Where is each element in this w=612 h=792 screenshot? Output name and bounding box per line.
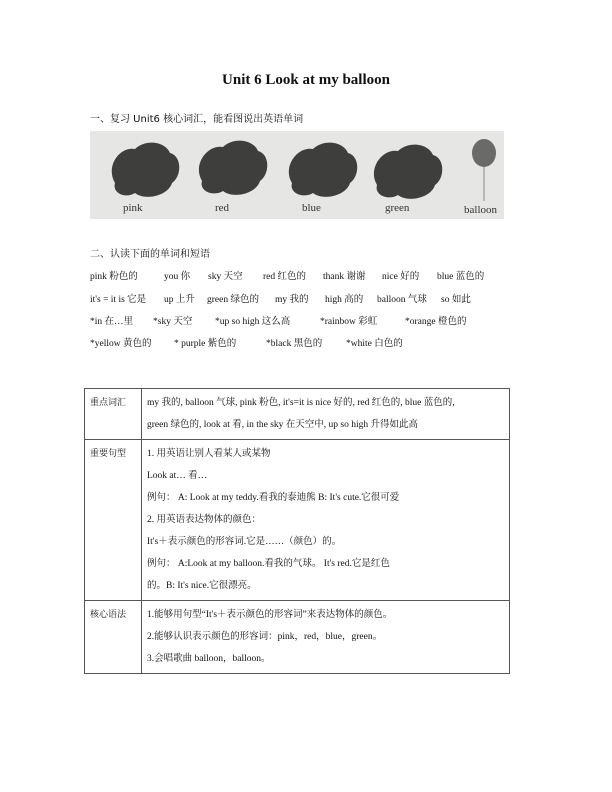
vocab-item: *in 在…里: [90, 317, 134, 327]
vocab-item: *black 黑色的: [266, 339, 323, 349]
content-line: 例句： A: Look at my teddy.看我的泰迪熊 B: It's cute.它很可爱: [147, 493, 400, 503]
caption-pink: pink: [123, 202, 143, 214]
blob-illustrations: [90, 131, 504, 219]
vocab-item: *orange 橙色的: [405, 317, 467, 327]
table-row: [85, 389, 510, 440]
blob-blue: [289, 143, 357, 197]
vocab-item: thank 谢谢: [323, 272, 366, 282]
content-line: 2.能够认识表示颜色的形容词：pink，red，blue，green。: [147, 632, 383, 642]
content-line: 1.能够用句型“It's＋表示颜色的形容词”来表达物体的颜色。: [147, 610, 393, 620]
vocab-item: *sky 天空: [153, 317, 193, 327]
content-line: 3.会唱歌曲 balloon，balloon。: [147, 654, 271, 664]
content-line: 1. 用英语让别人看某人或某物: [147, 449, 271, 459]
content-line: It's＋表示颜色的形容词.它是……（颜色）的。: [147, 537, 342, 547]
blob-green: [374, 145, 442, 199]
section2-heading: 二、认读下面的单词和短语: [90, 249, 210, 260]
vocab-item: up 上升: [164, 295, 195, 305]
table-row: [85, 601, 510, 674]
row-content: [142, 440, 510, 601]
blob-pink: [112, 143, 180, 197]
vocab-item: so 如此: [441, 295, 471, 305]
vocab-item: my 我的: [275, 295, 309, 305]
row-content: [142, 601, 510, 674]
vocab-item: red 红色的: [263, 272, 307, 282]
caption-green: green: [385, 202, 410, 214]
vocab-item: nice 好的: [382, 272, 420, 282]
content-line: 2. 用英语表达物体的颜色：: [147, 515, 262, 525]
row-header: 核心语法: [85, 601, 142, 674]
content-line: 的。B: It's nice.它很漂亮。: [147, 581, 257, 591]
caption-balloon: balloon: [464, 204, 497, 216]
page-title: Unit 6 Look at my balloon: [222, 72, 390, 88]
vocab-item: you 你: [164, 272, 191, 282]
vocab-item: *rainbow 彩虹: [320, 317, 378, 327]
vocab-item: *up so high 这么高: [215, 317, 291, 327]
vocab-item: pink 粉色的: [90, 272, 138, 282]
vocab-item: high 高的: [325, 295, 364, 305]
vocab-item: balloon 气球: [377, 295, 427, 305]
content-line: Look at… 看…: [147, 471, 208, 481]
blob-red: [199, 141, 267, 195]
summary-table: [84, 388, 510, 674]
vocab-item: *yellow 黄色的: [90, 339, 152, 349]
section1-heading: 一、复习 Unit6 核心词汇，能看图说出英语单词: [90, 114, 304, 125]
vocab-item: green 绿色的: [207, 295, 259, 305]
row-header: 重点词汇: [85, 389, 142, 440]
content-line: 例句： A:Look at my balloon.看我的气球。 It's red.它是红色: [147, 559, 390, 569]
table-row: [85, 440, 510, 601]
vocab-item: sky 天空: [208, 272, 243, 282]
vocab-item: it's = it is 它是: [90, 295, 147, 305]
content-line: my 我的, balloon 气球, pink 粉色, it's=it is nice 好的, red 红色的, blue 蓝色的,: [147, 398, 455, 408]
caption-red: red: [215, 202, 230, 214]
balloon-icon: [472, 139, 496, 167]
vocab-item: blue 蓝色的: [437, 272, 485, 282]
row-header: 重要句型: [85, 440, 142, 601]
vocab-item: * purple 紫色的: [174, 339, 237, 349]
caption-blue: blue: [302, 202, 321, 214]
row-content: [142, 389, 510, 440]
content-line: green 绿色的, look at 看, in the sky 在天空中, up so high 升得如此高: [147, 420, 418, 430]
vocab-item: *white 白色的: [346, 339, 403, 349]
color-blobs-image: [90, 131, 504, 219]
